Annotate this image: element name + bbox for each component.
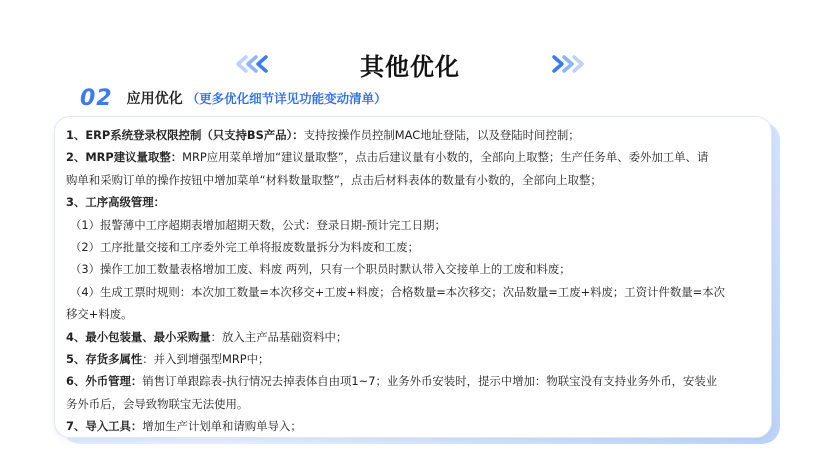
list-item	[66, 415, 756, 437]
content-list	[66, 124, 756, 438]
list-item	[66, 370, 756, 392]
list-item	[66, 191, 756, 213]
list-item	[66, 348, 756, 370]
sub-item: （3）操作工加工数量表格增加工废、料废 两列，只有一个职员时默认带入交接单上的工废和料废；	[70, 262, 571, 277]
item-text: 增加生产计划单和请购单导入；	[142, 419, 302, 434]
item-heading: 6、外币管理：	[66, 374, 143, 389]
item-heading: 2、MRP建议量取整：	[66, 150, 183, 165]
item-text: ：并入到增强型MRP中；	[142, 352, 270, 367]
list-item-continued	[66, 393, 756, 415]
item-text: ：放入主产品基础资料中；	[210, 329, 348, 344]
list-item	[66, 146, 756, 168]
sub-item: （1）报警薄中工序超期表增加超期天数，公式：登录日期-预计完工日期；	[70, 217, 446, 232]
section-note: （更多优化细节详见功能变动清单）	[186, 91, 387, 106]
item-heading: 3、工序高级管理：	[66, 195, 166, 210]
list-item-continued	[66, 169, 756, 191]
title-row	[0, 44, 820, 84]
item-text: 销售订单跟踪表-执行情况去掉表体自由项1~7；业务外币安装时，提示中增加：物联宝没有支持业务外币，安装业	[142, 374, 718, 389]
section-number: 02	[80, 85, 113, 111]
section-label: 应用优化	[126, 91, 183, 107]
sub-item-continued: 移交+料废。	[66, 307, 133, 322]
item-heading: 4、最小包装量、最小采购量	[66, 329, 211, 344]
item-text: 购单和采购订单的操作按钮中增加菜单“材料数量取整”，点击后材料表体的数量有小数的，全部向上取整；	[66, 172, 602, 187]
item-text: 务外币后，会导致物联宝无法使用。	[66, 396, 249, 411]
item-heading: 5、存货多属性	[66, 352, 143, 367]
item-heading: 1、ERP系统登录权限控制（只支持BS产品）：	[66, 128, 304, 142]
item-heading: 7、导入工具：	[66, 419, 143, 434]
double-chevron-left-icon	[234, 55, 276, 73]
item-text: MRP应用菜单增加“建议量取整”，点击后建议量有小数的，全部向上取整；生产任务单、委外加工单、请	[182, 150, 709, 165]
list-item	[66, 326, 756, 348]
page-title: 其他优化	[360, 52, 460, 81]
double-chevron-right-icon	[544, 55, 586, 73]
sub-item: （2）工序批量交接和工序委外完工单将报废数量拆分为料废和工废；	[70, 240, 419, 255]
sub-item: （4）生成工票时规则：本次加工数量=本次移交+工废+料废；合格数量=本次移交；次品数量=工废+料废；工资计件数量=本次	[70, 284, 725, 299]
section-heading	[80, 84, 387, 112]
item-text: 支持按操作员控制MAC地址登陆，以及登陆时间控制；	[303, 128, 580, 142]
list-item	[66, 124, 756, 146]
